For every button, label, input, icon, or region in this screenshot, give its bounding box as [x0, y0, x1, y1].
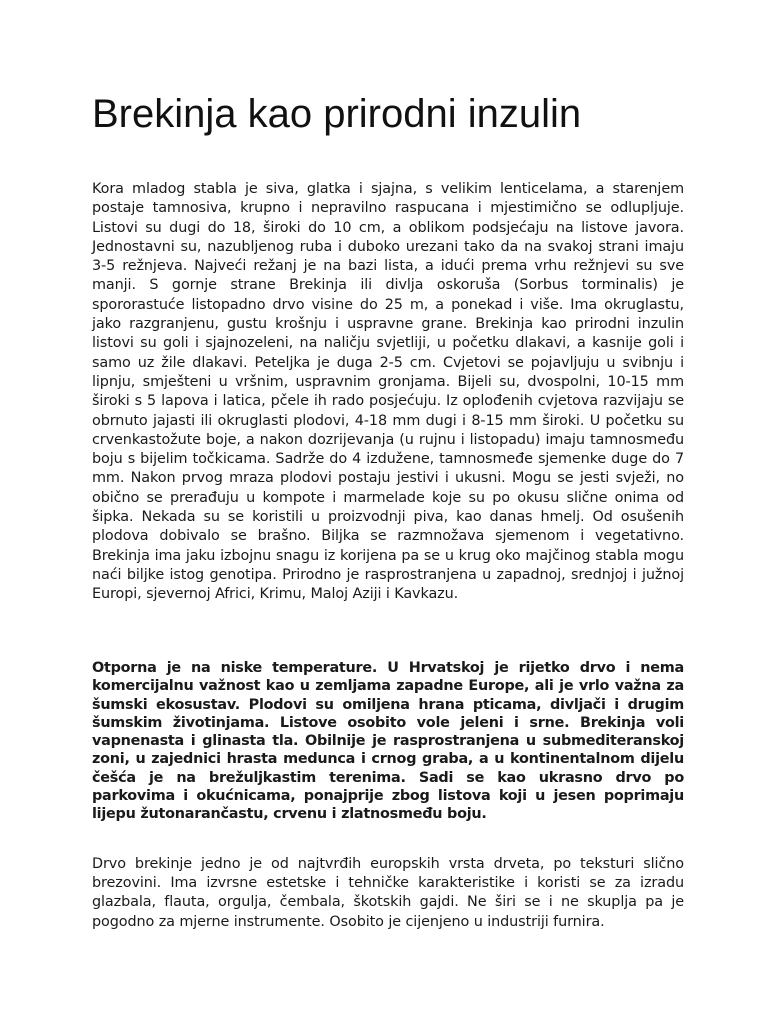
paragraph-description: Kora mladog stabla je siva, glatka i sjajna, s velikim lenticelama, a starenjem postaje tamnosiva, krupno i nepravilno raspucana i mjestimično se odlupljuje. Listovi su dugi do 18, široki do 10 cm, a oblikom podsjećaju na listove javora. Jednostavni su, nazubljenog ruba i duboko urezani tako da na svakoj strani imaju 3-5 režnjeva. Najveći režanj je na bazi lista, a idući prema vrhu režnjevi su sve manji. S gornje strane Brekinja ili divlja oskoruša (Sorbus torminalis) je spororastuće listopadno drvo visine do 25 m, a ponekad i više. Ima okruglastu, jako razgranjenu, gustu krošnju i uspravne grane. Brekinja kao prirodni inzulin listovi su goli i sjajnozeleni, na naličju svjetliji, u početku dlakavi, a kasnije goli i samo uz žile dlakavi. Peteljka je duga 2-5 cm. Cvjetovi se pojavljuju u svibnju i lipnju, smješteni u vršnim, uspravnim gronjama. Bijeli su, dvospolni, 10-15 mm široki s 5 lapova i latica, pčele ih rado posjećuju. Iz oplođenih cvjetova razvijaju se obrnuto jajasti ili okruglasti plodovi, 4-18 mm dugi i 8-15 mm široki. U početku su crvenkastožute boje, a nakon dozrijevanja (u rujnu i listopadu) imaju tamnosmeđu boju s bijelim točkicama. Sadrže do 4 izdužene, tamnosmeđe sjemenke duge do 7 mm. Nakon prvog mraza plodovi postaju jestivi i ukusni. Mogu se jesti svježi, no obično se prerađuju u kompote i marmelade koje su po okusu slične onima od šipka. Nekada su se koristili u proizvodnji piva, kao danas hmelj. Od osušenih plodova dobivalo se brašno. Biljka se razmnožava sjemenom i vegetativno. Brekinja ima jaku izbojnu snagu iz korijena pa se u krug oko majčinog stabla mogu naći biljke istog genotipa. Prirodno je rasprostranjena u zapadnoj, srednjoj i južnoj Europi, sjevernoj Africi, Krimu, Maloj Aziji i Kavkazu. — [92, 181, 684, 603]
document-title: Brekinja kao prirodni inzulin — [92, 92, 582, 136]
paragraph-wood-uses: Drvo brekinje jedno je od najtvrđih europskih vrsta drveta, po teksturi slično brezovini. Ima izvrsne estetske i tehničke karakteristike i koristi se za izradu glazbala, flauta, orgulja, čembala, škotskih gajdi. Ne širi se i ne skuplja pa je pogodno za mjerne instrumente. Osobito je cijenjeno u industriji furnira. — [92, 856, 684, 930]
paragraph-ecology: Otporna je na niske temperature. U Hrvatskoj je rijetko drvo i nema komercijalnu važnost kao u zemljama zapadne Europe, ali je vrlo važna za šumski ekosustav. Plodovi su omiljena hrana pticama, divljači i drugim šumskim životinjama. Listove osobito vole jeleni i srne. Brekinja voli vapnenasta i glinasta tla. Obilnije je rasprostranjena u submediteranskoj zoni, u zajednici hrasta medunca i crnog graba, a u kontinentalnom dijelu češća je na brežuljkastim terenima. Sadi se kao ukrasno drvo po parkovima i okućnicama, ponajprije zbog listova koji u jesen poprimaju lijepu žutonarančastu, crvenu i zlatnosmeđu boju. — [92, 660, 684, 823]
